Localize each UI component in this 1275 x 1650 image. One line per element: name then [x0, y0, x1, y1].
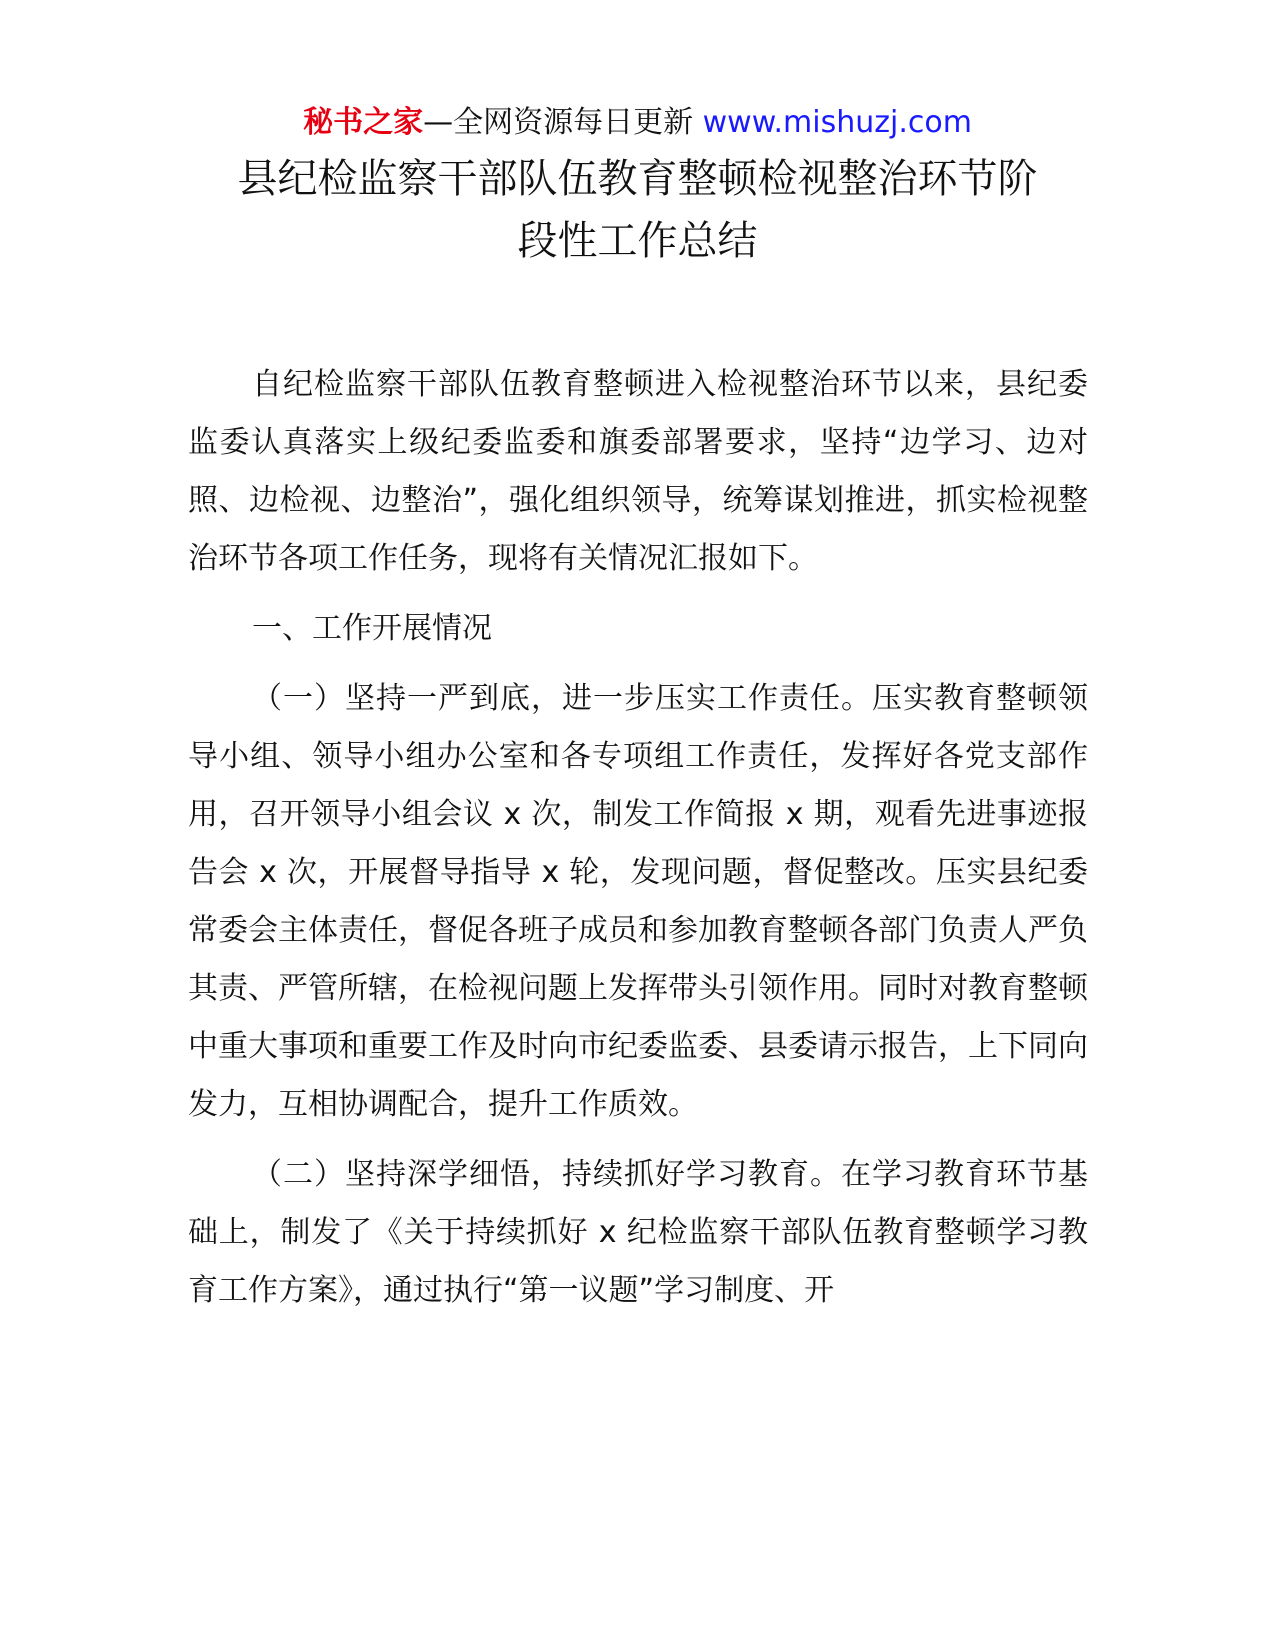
site-url-link[interactable]: www.mishuzj.com	[702, 105, 972, 140]
document-title-line2: 段性工作总结	[517, 218, 758, 264]
site-tagline: —全网资源每日更新	[423, 105, 694, 140]
site-brand: 秘书之家	[303, 105, 424, 140]
document-title-line1: 县纪检监察干部队伍教育整顿检视整治环节阶	[237, 156, 1038, 202]
intro-paragraph: 自纪检监察干部队伍教育整顿进入检视整治环节以来，县纪委监委认真落实上级纪委监委和旗委部署要求，坚持“边学习、边对照、边检视、边整治”，强化组织领导，统筹谋划推进，抓实检视整治环节各项工作任务，现将有关情况汇报如下。	[188, 367, 1088, 576]
section-heading: 一、工作开展情况	[252, 611, 492, 646]
document-body	[188, 356, 1088, 1320]
site-header	[0, 98, 1275, 148]
document-title	[140, 148, 1135, 272]
paragraph-study: （二）坚持深学细悟，持续抓好学习教育。在学习教育环节基础上，制发了《关于持续抓好 x 纪检监察干部队伍教育整顿学习教育工作方案》，通过执行“第一议题”学习制度、开	[188, 1157, 1088, 1308]
paragraph-responsibility: （一）坚持一严到底，进一步压实工作责任。压实教育整顿领导小组、领导小组办公室和各专项组工作责任，发挥好各党支部作用，召开领导小组会议 x 次，制发工作简报 x 期，观看先进事迹报告会 x 次，开展督导指导 x 轮，发现问题，督促整改。压实县纪委常委会主体责任，督促各班子成员和参加教育整顿各部门负责人严负其责、严管所辖，在检视问题上发挥带头引领作用。同时对教育整顿中重大事项和重要工作及时向市纪委监委、县委请示报告，上下同向发力，互相协调配合，提升工作质效。	[188, 681, 1088, 1122]
